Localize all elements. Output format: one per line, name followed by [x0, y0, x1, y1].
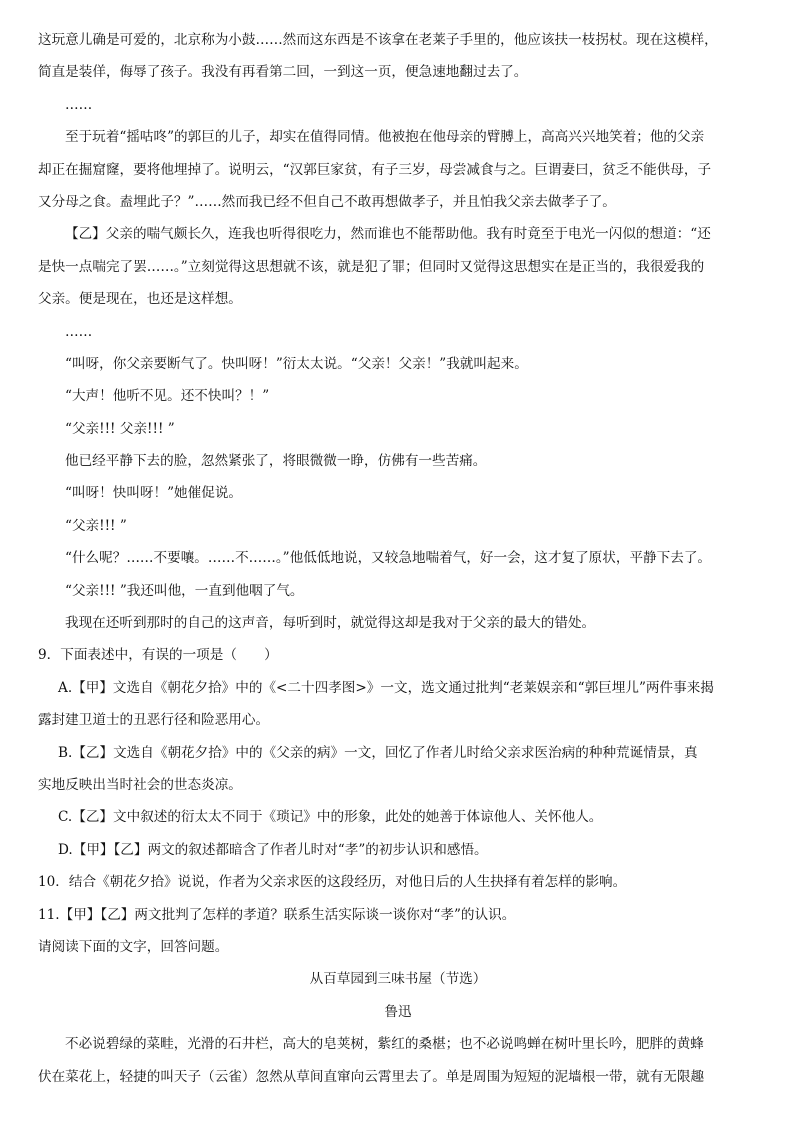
text-line: “父亲!!! ”: [65, 517, 127, 534]
document-page: [38, 24, 758, 1093]
text-line: B.【乙】文选自《朝花夕拾》中的《父亲的病》一文，回忆了作者儿时给父亲求医治病的种种荒诞情景，真: [58, 744, 698, 761]
text-line: 却正在掘窟窿，要将他埋掉了。说明云，“汉郭巨家贫，有子三岁，母尝减食与之。巨谓妻曰，贫乏不能供母，子: [38, 161, 712, 178]
text-line: 至于玩着“摇咕咚”的郭巨的儿子，却实在值得同情。他被抱在他母亲的臂膊上，高高兴兴地笑着；他的父亲: [65, 129, 705, 146]
text-line: 不必说碧绿的菜畦，光滑的石井栏，高大的皂荚树，紫红的桑椹；也不必说鸣蝉在树叶里长吟，肥胖的黄蜂: [65, 1036, 704, 1053]
text-line: 鲁迅: [384, 1003, 412, 1020]
text-line: 是快一点喘完了罢……。”立刻觉得这思想就不该，就是犯了罪；但同时又觉得这思想实在是正当的，我很爱我的: [38, 258, 705, 275]
text-line: 9．下面表述中，有误的一项是（ ）: [38, 647, 278, 664]
text-line: 简直是装佯，侮辱了孩子。我没有再看第二回，一到这一页，便急速地翻过去了。: [38, 64, 528, 81]
text-line: 请阅读下面的文字，回答问题。: [38, 938, 229, 955]
text-line: 露封建卫道士的丑恶行径和险恶用心。: [38, 712, 270, 729]
text-line: ……: [65, 96, 93, 113]
text-line: 这玩意儿确是可爱的，北京称为小鼓……然而这东西是不该拿在老莱子手里的，他应该扶一枝拐杖。现在这模样，: [38, 32, 718, 48]
text-line: 伏在菜花上，轻捷的叫天子（云雀）忽然从草间直窜向云霄里去了。单是周围为短短的泥墙根一带，就有无限趣: [38, 1068, 705, 1085]
text-line: “大声！他听不见。还不快叫？！”: [65, 388, 270, 405]
text-line: 【乙】父亲的喘气颇长久，连我也听得很吃力，然而谁也不能帮助他。我有时竟至于电光一闪似的想道：“还: [65, 226, 711, 243]
text-line: “父亲!!! ”我还叫他，一直到他咽了气。: [65, 582, 304, 599]
text-line: 父亲。便是现在，也还是这样想。: [38, 291, 242, 308]
text-line: 10．结合《朝花夕拾》说说，作者为父亲求医的这段经历，对他日后的人生抉择有着怎样的影响。: [38, 874, 627, 891]
text-line: 11.【甲】【乙】两文批判了怎样的孝道？联系生活实际谈一谈你对“孝”的认识。: [38, 906, 516, 923]
text-line: “父亲!!! 父亲!!! ”: [65, 420, 175, 437]
text-line: 从百草园到三味书屋（节选）: [309, 971, 487, 988]
text-line: 又分母之食。盍埋此子？”……然而我已经不但自己不敢再想做孝子，并且怕我父亲去做孝子了。: [38, 193, 616, 210]
text-line: 实地反映出当时社会的世态炎凉。: [38, 776, 242, 793]
text-line: A.【甲】文选自《朝花夕拾》中的《<二十四孝图>》一文，选文通过批判“老莱娱亲和“郭巨埋儿”两件事来揭: [58, 679, 714, 696]
text-line: 他已经平静下去的脸，忽然紧张了，将眼微微一睁，仿佛有一些苦痛。: [65, 453, 487, 470]
text-line: 我现在还听到那时的自己的这声音，每听到时，就觉得这却是我对于父亲的最大的错处。: [65, 615, 596, 632]
text-line: “什么呢？……不要嚷。……不……。”他低低地说，又较急地喘着气，好一会，这才复了原状，平静下去了。: [65, 550, 712, 567]
text-line: C.【乙】文中叙述的衍太太不同于《琐记》中的形象，此处的她善于体谅他人、关怀他人。: [58, 809, 603, 826]
text-line: ……: [65, 323, 93, 340]
text-line: D.【甲】【乙】两文的叙述都暗含了作者儿时对“孝”的初步认识和感悟。: [58, 841, 488, 858]
text-line: “叫呀，你父亲要断气了。快叫呀！”衍太太说。“父亲！父亲！”我就叫起来。: [65, 355, 528, 372]
text-line: “叫呀！快叫呀！”她催促说。: [65, 485, 243, 502]
